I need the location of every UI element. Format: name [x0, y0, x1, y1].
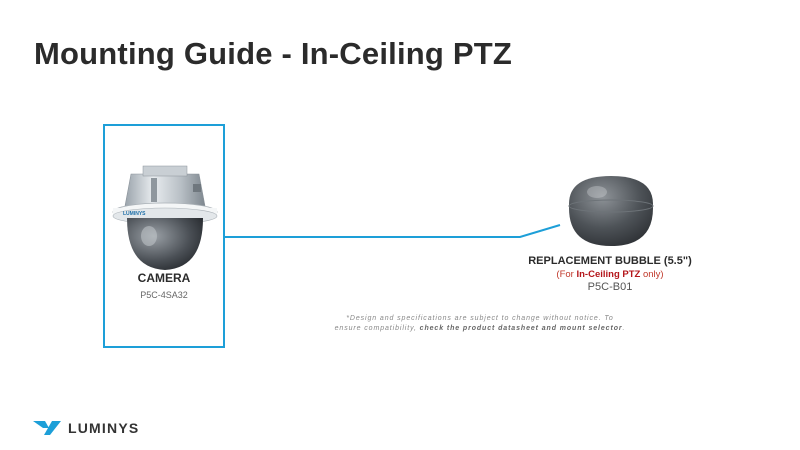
- disclaimer: [330, 314, 630, 334]
- disclaimer-bold: check the product datasheet and mount selector: [419, 325, 623, 332]
- note-strong: In-Ceiling PTZ: [576, 269, 641, 280]
- bubble-title: REPLACEMENT BUBBLE (5.5"): [528, 255, 692, 267]
- note-suffix: only): [640, 269, 664, 280]
- disclaimer-suffix: .: [622, 325, 626, 332]
- disclaimer-line-2: [330, 324, 630, 334]
- luminys-logo-icon: [32, 419, 62, 437]
- bubble-compatibility-note: [500, 269, 720, 280]
- page-title: Mounting Guide - In-Ceiling PTZ: [34, 36, 513, 71]
- camera-label: CAMERA: [137, 271, 191, 285]
- disclaimer-line-1: *Design and specifications are subject to change without notice. To: [346, 315, 614, 322]
- note-prefix: (For: [556, 269, 577, 280]
- replacement-bubble-image: [563, 172, 659, 250]
- svg-text:LUMINYS: LUMINYS: [123, 211, 146, 217]
- camera-card[interactable]: [103, 124, 225, 348]
- ptz-camera-image: [109, 156, 221, 286]
- camera-model: P5C-4SA32: [140, 290, 188, 300]
- bubble-model: P5C-B01: [587, 281, 633, 293]
- disclaimer-prefix: ensure compatibility,: [334, 325, 420, 332]
- logo-text: LUMINYS: [68, 420, 140, 436]
- luminys-logo: [32, 418, 139, 438]
